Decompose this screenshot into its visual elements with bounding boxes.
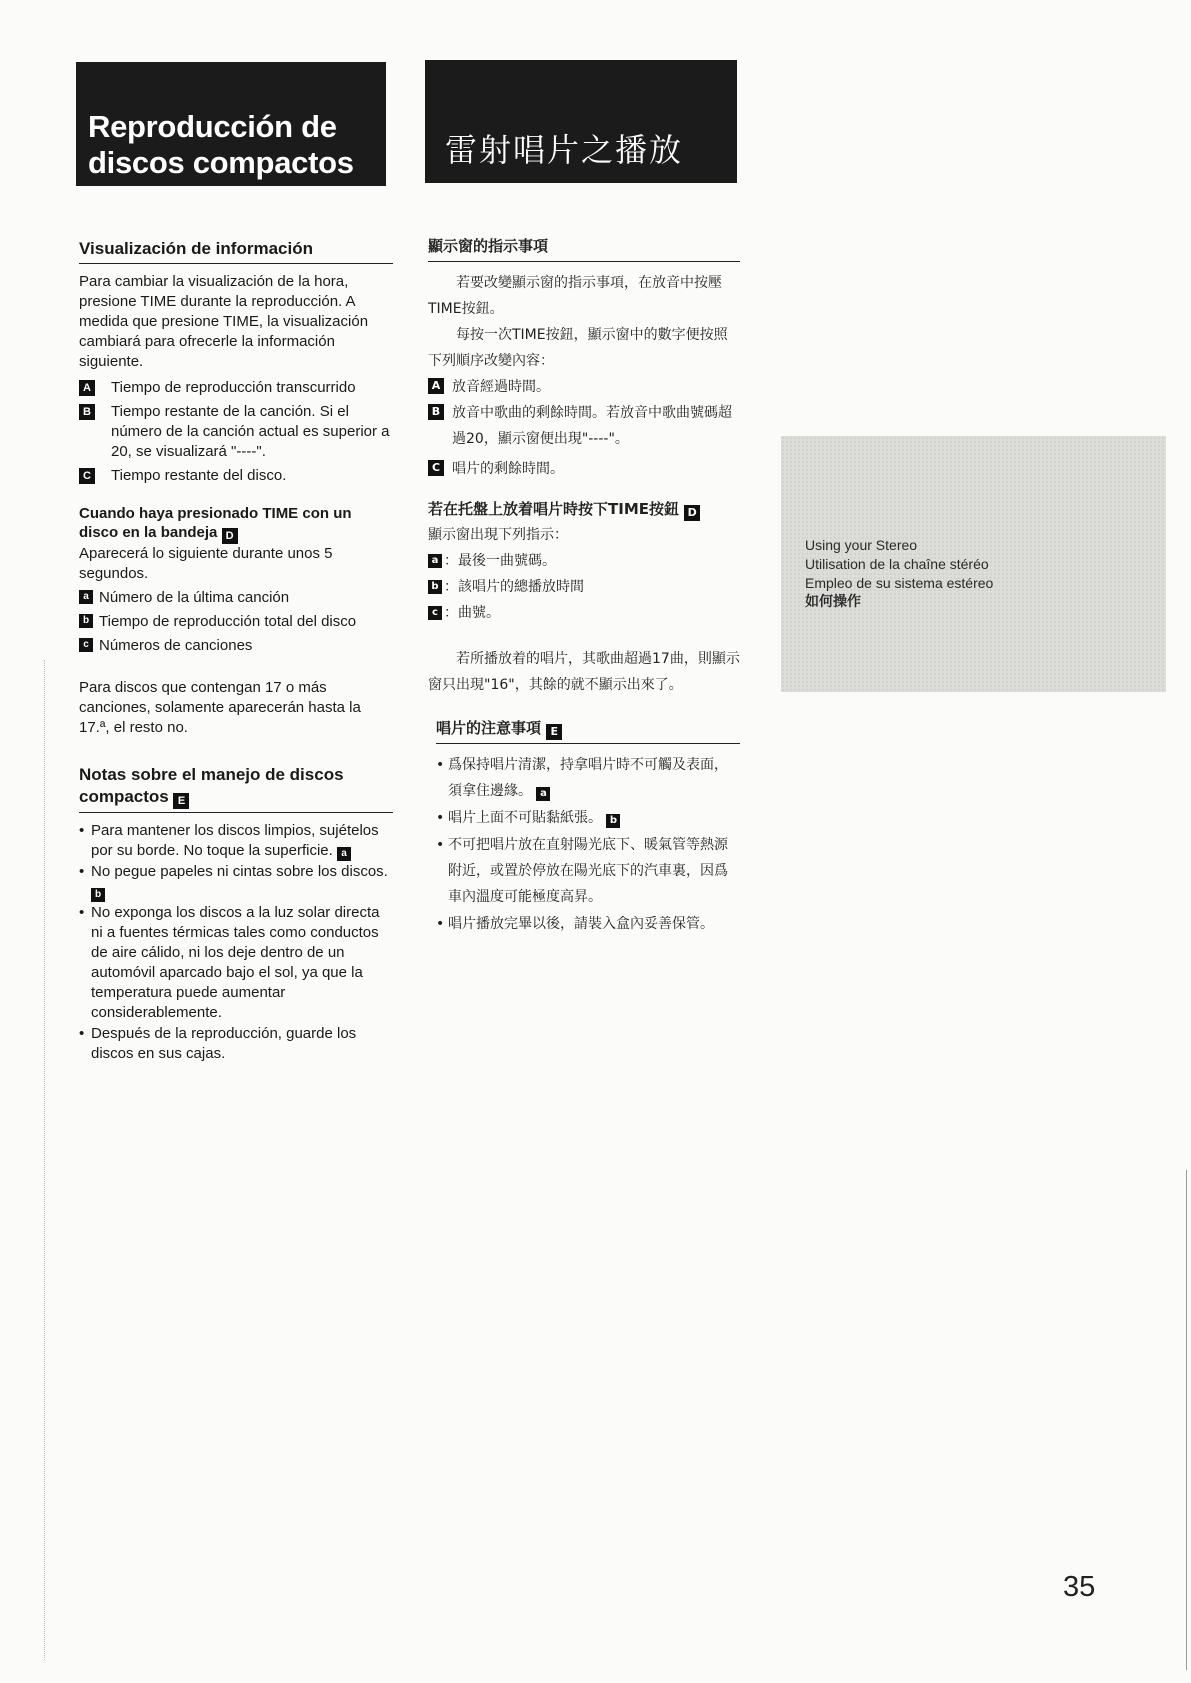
bullet-item [79, 862, 393, 902]
paragraph-note: Para discos que contengan 17 o más canciones, solamente aparecerán hasta la 17.ª, el resto no. [79, 679, 361, 736]
paragraph: 若要改變顯示窗的指示事項，在放音中按壓TIME按鈕。 [428, 275, 722, 317]
badge-a-small-icon: a [428, 554, 442, 568]
section-title: Visualización de información [79, 238, 393, 264]
bullet-item [79, 821, 393, 861]
scan-edge-line [1186, 1170, 1187, 1670]
bullet-icon: • [79, 863, 85, 880]
badge-a-small-icon: a [337, 847, 351, 861]
list-item-text: Tiempo de reproducción transcurrido [111, 379, 356, 396]
list-item-text: Número de la última canción [99, 589, 290, 606]
list-item [79, 588, 393, 608]
bullet-text: Después de la reproducción, guarde los discos en sus cajas. [91, 1025, 357, 1062]
section-notes-es [79, 764, 393, 1064]
badge-c-icon: C [79, 468, 95, 484]
bullet-item [436, 832, 740, 910]
section-pressed-zh [428, 496, 740, 698]
bullet-item [436, 911, 740, 937]
list-item-text: Números de canciones [99, 637, 253, 654]
list-item-text: 唱片的剩餘時間。 [452, 461, 564, 477]
list-item-text: 放音中歌曲的剩餘時間。若放音中歌曲號碼超過20，顯示窗便出現"----"。 [452, 405, 732, 447]
badge-a-icon: A [79, 380, 95, 396]
chinese-column [428, 234, 740, 938]
section-title [436, 716, 740, 744]
subsection-title [428, 496, 740, 522]
badge-b-icon: B [79, 404, 95, 420]
badge-b-small-icon: b [79, 614, 93, 628]
bullet-text: 爲保持唱片清潔，持拿唱片時不可觸及表面，須拿住邊緣。 [448, 757, 728, 799]
paragraph-note: 若所播放着的唱片，其歌曲超過17曲，則顯示窗只出現"16"，其餘的就不顯示出來了。 [428, 651, 740, 693]
bullet-text: No exponga los discos a la luz solar directa ni a fuentes térmicas tales como conductos de aire cálido, ni los deje dentro de un automóvil aparcado bajo el sol, ya que la temperatura puede aumentar considerablemente. [91, 904, 380, 1021]
list-item [428, 400, 740, 452]
paragraph: Para cambiar la visualización de la hora, presione TIME durante la reproducción. A medida que presione TIME, la visualización cambiará para ofrecerle la información siguiente. [79, 273, 369, 370]
bullet-item [436, 752, 740, 804]
bullet-content [91, 862, 393, 902]
bullet-icon: • [79, 1025, 85, 1042]
subsection-title [79, 504, 393, 544]
bullet-item [79, 903, 393, 1023]
list-item [428, 574, 740, 600]
section-display-es [79, 238, 393, 486]
bullet-item [436, 805, 740, 831]
spanish-column [79, 238, 393, 1065]
header-title-es [88, 109, 354, 181]
section-notes-zh [428, 716, 740, 937]
bullet-text: 不可把唱片放在直射陽光底下、暖氣管等熱源附近，或置於停放在陽光底下的汽車裏，因爲車內溫度可能極度高昇。 [448, 837, 728, 905]
section-index-lines [805, 536, 993, 612]
bullet-icon: • [436, 810, 445, 826]
badge-a-small-icon: a [536, 787, 550, 801]
paragraph: Aparecerá lo siguiente durante unos 5 segundos. [79, 545, 333, 582]
bullet-text: 唱片播放完畢以後，請裝入盒內妥善保管。 [448, 916, 714, 932]
badge-c-small-icon: c [428, 606, 442, 620]
list-item-text: Tiempo restante de la canción. Si el número de la canción actual es superior a 20, se visualizará "----". [111, 403, 390, 460]
list-item [79, 402, 393, 462]
badge-d-icon: D [684, 505, 700, 521]
list-item-text: Tiempo de reproducción total del disco [99, 613, 357, 630]
list-item-text: Tiempo restante del disco. [111, 467, 287, 484]
list-item-text: ：曲號。 [444, 605, 500, 621]
badge-e-icon: E [546, 724, 562, 740]
section-index-box [781, 436, 1166, 692]
bullet-content [91, 821, 393, 861]
section-title-text: Notas sobre el manejo de discos compactos [79, 765, 344, 806]
section-display-zh [428, 234, 740, 482]
index-line-french: Utilisation de la chaîne stéréo [805, 556, 989, 572]
page-number: 35 [1063, 1571, 1096, 1603]
list-item [428, 374, 740, 400]
bullet-text: No pegue papeles ni cintas sobre los discos. [91, 863, 388, 880]
paragraph: 顯示窗出現下列指示： [428, 527, 568, 543]
bullet-icon: • [79, 822, 85, 839]
bullet-icon: • [79, 904, 85, 921]
list-item-text: ：最後一曲號碼。 [444, 553, 556, 569]
list-item [79, 636, 393, 656]
badge-b-icon: B [428, 404, 444, 420]
badge-e-icon: E [173, 793, 189, 809]
badge-b-small-icon: b [91, 888, 105, 902]
section-title: 顯示窗的指示事項 [428, 234, 740, 262]
header-chinese [425, 60, 737, 183]
list-item [428, 600, 740, 626]
bullet-content [448, 805, 620, 831]
scan-margin-line [44, 660, 46, 1660]
bullet-content [448, 752, 740, 804]
list-item [79, 612, 393, 632]
list-item [79, 378, 393, 398]
bullet-icon: • [436, 837, 445, 853]
bullet-icon: • [436, 916, 445, 932]
list-item-text: 放音經過時間。 [452, 379, 550, 395]
badge-d-icon: D [222, 528, 238, 544]
bullet-icon: • [436, 757, 445, 773]
badge-b-small-icon: b [428, 580, 442, 594]
header-title-es-line2: discos compactos [88, 145, 354, 180]
badge-a-icon: A [428, 378, 444, 394]
badge-c-icon: C [428, 460, 444, 476]
bullet-text: 唱片上面不可貼黏紙張。 [448, 810, 602, 826]
list-item-text: ：該唱片的總播放時間 [444, 579, 584, 595]
list-item [428, 548, 740, 574]
list-item [428, 456, 740, 482]
bullet-text: Para mantener los discos limpios, sujételos por su borde. No toque la superficie. [91, 822, 379, 859]
list-item [79, 466, 393, 486]
section-title-text: 唱片的注意事項 [436, 719, 542, 737]
index-line-chinese: 如何操作 [805, 594, 861, 610]
header-title-es-line1: Reproducción de [88, 109, 337, 144]
paragraph: 每按一次TIME按鈕，顯示窗中的數字便按照下列順序改變內容： [428, 327, 728, 369]
section-pressed-es [79, 504, 393, 738]
subsection-title-text: Cuando haya presionado TIME con un disco en la bandeja [79, 505, 352, 541]
header-title-zh: 雷射唱片之播放 [445, 131, 684, 169]
badge-c-small-icon: c [79, 638, 93, 652]
badge-b-small-icon: b [606, 814, 620, 828]
header-spanish [76, 62, 386, 186]
subsection-title-text: 若在托盤上放着唱片時按下TIME按鈕 [428, 500, 679, 518]
section-title [79, 764, 393, 813]
index-line-spanish: Empleo de su sistema estéreo [805, 575, 994, 591]
index-line-english: Using your Stereo [805, 537, 918, 553]
badge-a-small-icon: a [79, 590, 93, 604]
bullet-item [79, 1024, 393, 1064]
